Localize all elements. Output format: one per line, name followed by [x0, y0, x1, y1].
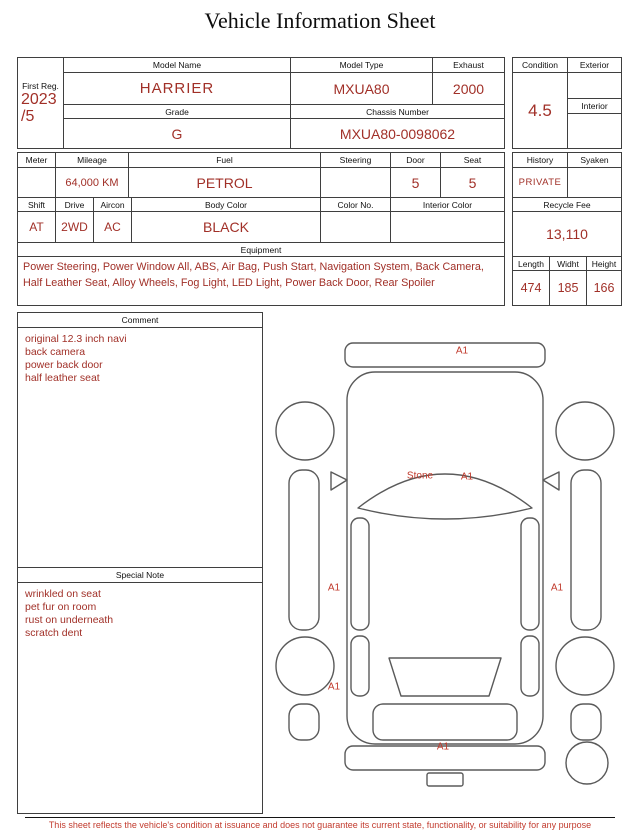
special-note-line: scratch dent	[25, 627, 83, 639]
door-label: Door	[391, 153, 441, 168]
diagram-annotation: A1	[550, 582, 564, 594]
spare-wheel	[566, 742, 608, 784]
shift-value: AT	[18, 212, 56, 243]
color-no-label: Color No.	[321, 198, 391, 212]
seat-label: Seat	[441, 153, 504, 168]
right-mirror-shape	[543, 472, 559, 490]
model-type-label: Model Type	[291, 58, 433, 73]
special-note-header: Special Note	[18, 568, 262, 583]
grade-label: Grade	[64, 105, 291, 119]
interior-label: Interior	[568, 99, 621, 114]
history-dimensions-table	[512, 152, 622, 306]
recycle-fee-value: 13,110	[513, 212, 621, 257]
exterior-label: Exterior	[568, 58, 621, 73]
diagram-annotation: A1	[327, 681, 341, 693]
identification-table	[17, 57, 505, 149]
height-label: Height	[587, 257, 621, 271]
rear-right-wheel	[556, 637, 614, 695]
steering-label: Steering	[321, 153, 391, 168]
left-mirror-shape	[331, 472, 347, 490]
first-reg-month: /5	[21, 108, 35, 125]
condition-value: 4.5	[513, 73, 568, 148]
color-no-value	[321, 212, 391, 243]
comment-header: Comment	[18, 313, 262, 328]
footer-divider	[25, 817, 615, 818]
special-note-text	[18, 583, 262, 813]
model-name-label: Model Name	[64, 58, 291, 73]
comment-text	[18, 328, 262, 568]
fuel-value: PETROL	[129, 168, 321, 198]
meter-value	[18, 168, 56, 198]
door-value: 5	[391, 168, 441, 198]
chassis-number-label: Chassis Number	[291, 105, 504, 119]
first-reg-label: First Reg.	[22, 81, 59, 91]
exterior-value	[568, 73, 621, 99]
rear-window-shape	[389, 658, 501, 696]
meter-label: Meter	[18, 153, 56, 168]
width-value: 185	[550, 271, 587, 305]
diagram-annotation: A1	[455, 345, 469, 357]
chassis-number-value: MXUA80-0098062	[339, 125, 456, 142]
windshield-shape	[358, 471, 532, 519]
tailgate-shape	[373, 704, 517, 740]
mileage-label: Mileage	[56, 153, 129, 168]
interior-value	[568, 114, 621, 148]
special-note-line: rust on underneath	[25, 614, 114, 626]
steering-value	[321, 168, 391, 198]
interior-color-value	[391, 212, 504, 243]
special-note-line: pet fur on room	[25, 601, 97, 613]
comment-line: power back door	[25, 359, 103, 371]
fuel-label: Fuel	[129, 153, 321, 168]
length-value: 474	[513, 271, 550, 305]
body-color-label: Body Color	[132, 198, 321, 212]
recycle-fee-label: Recycle Fee	[513, 198, 621, 212]
equipment-value: Power Steering, Power Window All, ABS, Air Bag, Push Start, Navigation System, Back Camera, Half Leather Seat, Alloy Wheels, Fog Light, LED Light, Power Back Door, Rear Spoiler	[23, 261, 484, 289]
page-title: Vehicle Information Sheet	[204, 8, 436, 33]
front-left-wheel	[276, 402, 334, 460]
rear-left-wheel	[276, 637, 334, 695]
first-reg-cell	[18, 58, 64, 148]
car-body-shape	[347, 372, 543, 744]
seat-value: 5	[441, 168, 504, 198]
comment-line: back camera	[25, 346, 86, 358]
diagram-annotation: A1	[460, 471, 474, 483]
syaken-label: Syaken	[568, 153, 621, 168]
mileage-value: 64,000 KM	[56, 168, 129, 198]
model-name-value: HARRIER	[64, 73, 291, 105]
history-value: PRIVATE	[513, 168, 568, 198]
exhaust-label: Exhaust	[433, 58, 504, 73]
condition-table	[512, 57, 622, 149]
front-bumper-shape	[345, 343, 545, 367]
footer-disclaimer: This sheet reflects the vehicle's condition at issuance and does not guarantee its current state, functionality, or suitability for any purpose	[48, 820, 592, 830]
model-type-value: MXUA80	[291, 73, 433, 105]
special-note-line: wrinkled on seat	[25, 588, 101, 600]
exhaust-value: 2000	[433, 73, 504, 105]
spec-table	[17, 152, 505, 306]
first-reg-year: 2023	[21, 91, 57, 108]
shift-label: Shift	[18, 198, 56, 212]
body-color-value: BLACK	[132, 212, 321, 243]
width-label: Widht	[550, 257, 587, 271]
drive-value: 2WD	[56, 212, 94, 243]
front-right-wheel	[556, 402, 614, 460]
equipment-label: Equipment	[18, 243, 504, 257]
history-label: History	[513, 153, 568, 168]
length-label: Length	[513, 257, 550, 271]
condition-label: Condition	[513, 58, 568, 73]
drive-label: Drive	[56, 198, 94, 212]
car-top-view-diagram	[265, 330, 625, 790]
syaken-value	[568, 168, 621, 198]
interior-color-label: Interior Color	[391, 198, 504, 212]
car-diagram-area	[265, 330, 625, 790]
aircon-label: Aircon	[94, 198, 132, 212]
comment-line: half leather seat	[25, 372, 100, 384]
diagram-annotation: A1	[436, 741, 450, 753]
height-value: 166	[593, 281, 615, 295]
comment-box	[17, 312, 263, 814]
diagram-annotation: A1	[327, 582, 341, 594]
grade-value: G	[64, 119, 291, 148]
comment-line: original 12.3 inch navi	[25, 333, 127, 345]
aircon-value: AC	[94, 212, 132, 243]
diagram-annotation: Stone	[406, 470, 434, 482]
